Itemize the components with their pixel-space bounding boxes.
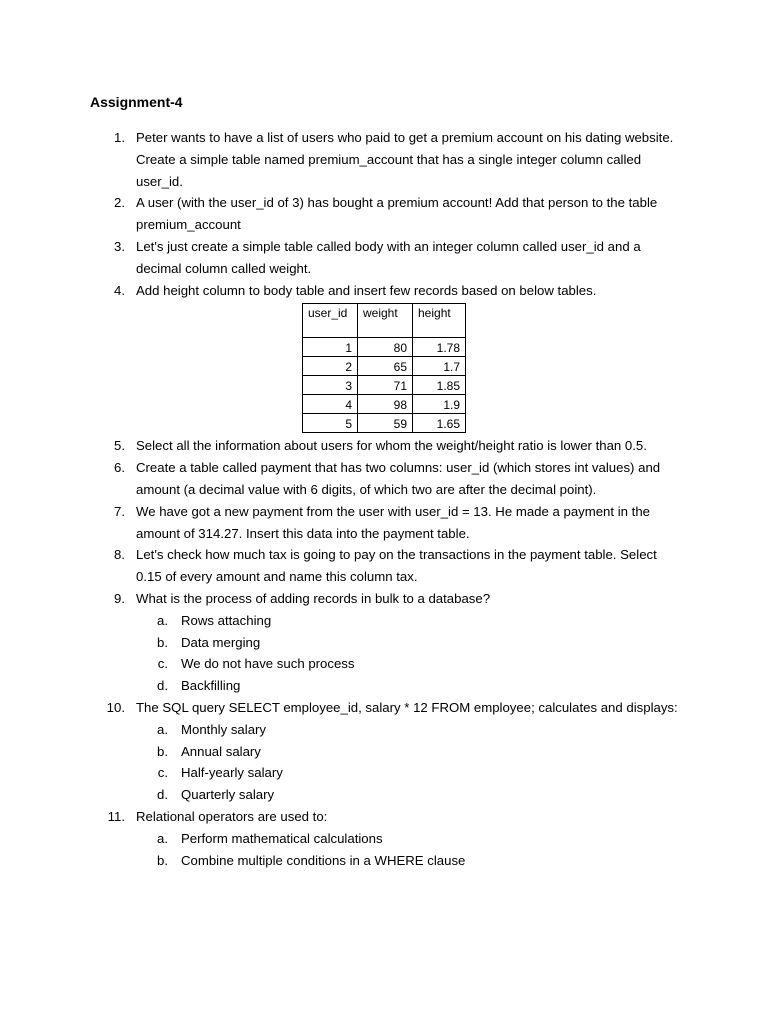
question-text: Relational operators are used to: bbox=[136, 808, 328, 824]
option-item bbox=[0, 850, 684, 872]
question-item bbox=[0, 457, 684, 501]
option-item bbox=[0, 610, 684, 632]
table-row bbox=[303, 414, 466, 433]
question-number: 1. bbox=[114, 130, 125, 145]
option-letter: b. bbox=[157, 852, 168, 868]
option-letter: a. bbox=[157, 612, 168, 628]
question-item bbox=[0, 236, 684, 280]
table-row bbox=[303, 357, 466, 376]
question-number: 8. bbox=[114, 547, 125, 563]
option-letter: d. bbox=[157, 678, 168, 694]
option-item bbox=[0, 784, 684, 806]
question-number: 4. bbox=[114, 282, 125, 298]
cell-height: 1.65 bbox=[413, 414, 466, 433]
header-weight: weight bbox=[358, 304, 413, 338]
cell-height: 1.9 bbox=[413, 395, 466, 414]
body-data-table bbox=[302, 303, 466, 433]
option-list bbox=[136, 719, 684, 806]
question-text: We have got a new payment from the user with user_id = 13. He made a payment in the amount of 314.27. Insert this data into the payment table. bbox=[136, 503, 650, 541]
question-text: What is the process of adding records in bulk to a database? bbox=[136, 590, 491, 606]
page-title: Assignment-4 bbox=[90, 94, 183, 110]
option-list bbox=[136, 610, 684, 697]
question-number: 5. bbox=[114, 438, 125, 454]
option-letter: c. bbox=[157, 656, 168, 672]
cell-height: 1.7 bbox=[413, 357, 466, 376]
question-number: 3. bbox=[114, 238, 125, 254]
option-text: Quarterly salary bbox=[181, 787, 275, 803]
cell-weight: 80 bbox=[358, 338, 413, 357]
question-number: 9. bbox=[114, 590, 125, 606]
question-text: Add height column to body table and insert few records based on below tables. bbox=[136, 282, 597, 298]
cell-user-id: 2 bbox=[303, 357, 358, 376]
option-letter: c. bbox=[157, 765, 168, 781]
cell-weight: 65 bbox=[358, 357, 413, 376]
option-text: Half-yearly salary bbox=[181, 765, 283, 781]
header-height: height bbox=[413, 304, 466, 338]
cell-user-id: 4 bbox=[303, 395, 358, 414]
option-text: Data merging bbox=[181, 634, 261, 650]
option-text: We do not have such process bbox=[181, 656, 355, 672]
table-row bbox=[303, 338, 466, 357]
question-text: The SQL query SELECT employee_id, salary * 12 FROM employee; calculates and displays: bbox=[136, 699, 678, 715]
option-text: Combine multiple conditions in a WHERE clause bbox=[181, 852, 466, 868]
question-item bbox=[0, 544, 684, 588]
question-item bbox=[0, 501, 684, 545]
table-row bbox=[303, 376, 466, 395]
question-item bbox=[0, 806, 684, 871]
option-text: Backfilling bbox=[181, 678, 241, 694]
option-list bbox=[136, 828, 684, 872]
question-text: Select all the information about users for whom the weight/height ratio is lower than 0.5. bbox=[136, 438, 647, 454]
question-item bbox=[0, 192, 684, 236]
option-item bbox=[0, 828, 684, 850]
question-item bbox=[0, 127, 684, 192]
option-item bbox=[0, 632, 684, 654]
question-item bbox=[0, 588, 684, 697]
option-text: Perform mathematical calculations bbox=[181, 830, 383, 846]
cell-height: 1.85 bbox=[413, 376, 466, 395]
header-user-id: user_id bbox=[303, 304, 358, 338]
cell-weight: 59 bbox=[358, 414, 413, 433]
question-text: Create a table called payment that has two columns: user_id (which stores int values) and amount (a decimal value with 6 digits, of which two are after the decimal point). bbox=[136, 460, 661, 497]
cell-user-id: 5 bbox=[303, 414, 358, 433]
question-item bbox=[0, 280, 684, 436]
question-list bbox=[0, 127, 768, 871]
option-letter: a. bbox=[157, 830, 168, 846]
table-container bbox=[0, 301, 768, 435]
option-item bbox=[0, 762, 684, 784]
table-row bbox=[303, 395, 466, 414]
option-letter: b. bbox=[157, 634, 168, 650]
option-letter: a. bbox=[157, 721, 168, 737]
option-text: Rows attaching bbox=[181, 612, 272, 628]
cell-weight: 98 bbox=[358, 395, 413, 414]
question-text: Let's check how much tax is going to pay on the transactions in the payment table. Select 0.15 of every amount and name this column tax. bbox=[136, 547, 657, 585]
option-item bbox=[0, 719, 684, 741]
question-number: 6. bbox=[114, 460, 125, 476]
question-text: Let's just create a simple table called body with an integer column called user_id and a decimal column called weight. bbox=[136, 238, 641, 276]
cell-user-id: 1 bbox=[303, 338, 358, 357]
question-number: 7. bbox=[114, 503, 125, 519]
question-number: 11. bbox=[107, 808, 125, 824]
option-letter: d. bbox=[157, 787, 168, 803]
question-text: Peter wants to have a list of users who paid to get a premium account on his dating website. Create a simple table named premium_account that has a single integer column called user_id. bbox=[136, 130, 674, 189]
question-text: A user (with the user_id of 3) has bought a premium account! Add that person to the table premium_account bbox=[136, 195, 658, 233]
cell-weight: 71 bbox=[358, 376, 413, 395]
question-number: 2. bbox=[114, 195, 125, 211]
question-item bbox=[0, 697, 684, 806]
cell-height: 1.78 bbox=[413, 338, 466, 357]
option-item bbox=[0, 741, 684, 763]
cell-user-id: 3 bbox=[303, 376, 358, 395]
option-item bbox=[0, 675, 684, 697]
question-item bbox=[0, 435, 684, 457]
option-letter: b. bbox=[157, 743, 168, 759]
table-header-row bbox=[303, 304, 466, 338]
question-number: 10. bbox=[106, 699, 125, 715]
option-text: Annual salary bbox=[181, 743, 261, 759]
option-item bbox=[0, 653, 684, 675]
option-text: Monthly salary bbox=[181, 721, 267, 737]
